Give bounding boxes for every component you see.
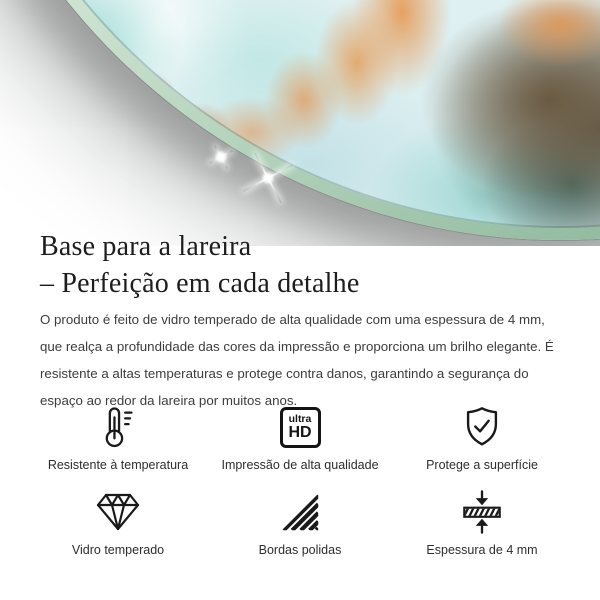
diamond-icon — [94, 487, 142, 537]
product-photo — [0, 0, 600, 246]
page-title-line1: Base para a lareira — [40, 231, 252, 262]
ultra-hd-icon-text-bottom: HD — [288, 423, 312, 441]
feature-label: Protege a superfície — [426, 458, 538, 472]
page-title — [40, 228, 359, 302]
shield-check-icon — [459, 402, 505, 452]
ultra-hd-icon-text-top: ultra — [288, 412, 312, 425]
feature-label: Bordas polidas — [258, 543, 342, 557]
feature-tempered-glass — [30, 487, 206, 558]
feature-thickness — [394, 487, 570, 558]
feature-label: Resistente à temperatura — [47, 458, 189, 472]
feature-label: Vidro temperado — [71, 543, 165, 557]
feature-label: Impressão de alta qualidade — [221, 458, 379, 472]
polished-edges-icon — [278, 487, 322, 537]
ultra-hd-icon — [280, 402, 321, 452]
thickness-icon — [459, 487, 505, 537]
feature-surface-protection — [394, 402, 570, 473]
feature-polished-edges — [212, 487, 388, 558]
thermometer-icon — [95, 402, 141, 452]
page-title-line2: – Perfeição em cada detalhe — [40, 268, 360, 299]
glass-panel-artwork — [0, 0, 600, 228]
glass-panel-edge — [0, 0, 600, 240]
sparkle-icon — [208, 144, 234, 170]
feature-temperature — [30, 402, 206, 473]
features-grid — [30, 402, 570, 558]
product-description: O produto é feito de vidro temperado de alta qualidade com uma espessura de 4 mm, que realça a profundidade das cores da impressão e proporciona um brilho elegante. É resistente a altas temperaturas e protege contra danos, garantindo a segurança do espaço ao redor da lareira por muitos anos. — [40, 312, 554, 408]
feature-label: Espessura de 4 mm — [426, 543, 538, 557]
feature-print-quality — [212, 402, 388, 473]
